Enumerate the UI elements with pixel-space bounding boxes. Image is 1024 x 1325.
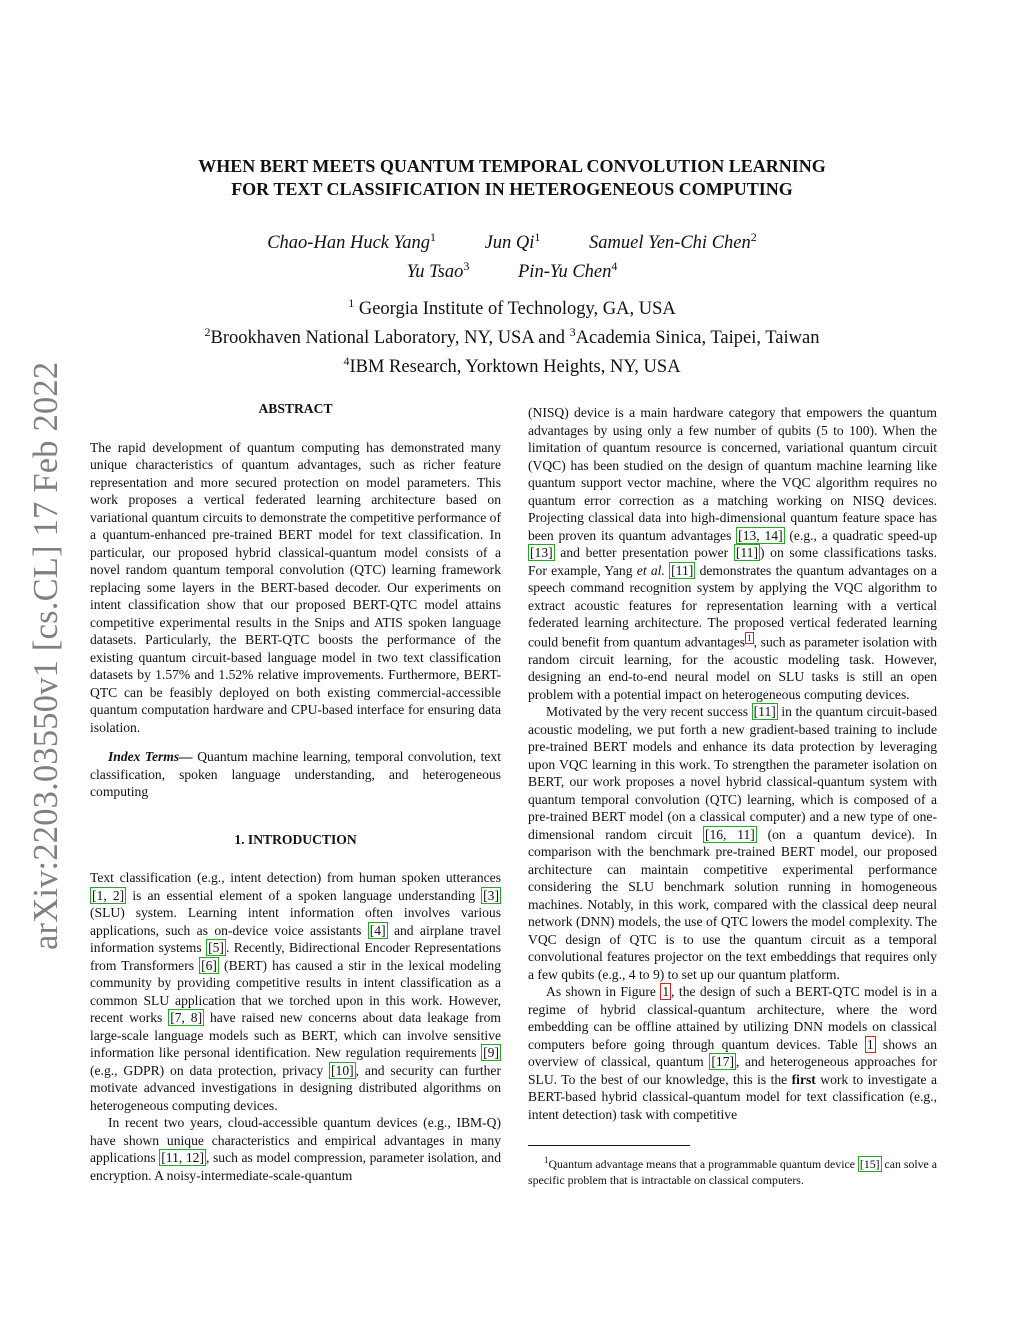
- arxiv-stamp: arXiv:2203.03550v1 [cs.CL] 17 Feb 2022: [27, 361, 65, 950]
- citation-link[interactable]: [7, 8]: [170, 1010, 203, 1025]
- index-terms-label: Index Terms—: [108, 749, 193, 764]
- citation-link[interactable]: [3]: [483, 887, 499, 903]
- citation-link[interactable]: [13, 14]: [738, 527, 783, 543]
- footnote: $^1$Quantum advantage means that a programmable quantum device [15] can solve a specific problem that is intractable on classical computers.: [528, 1155, 938, 1187]
- citation-link[interactable]: [17]: [711, 1054, 735, 1070]
- citation-link[interactable]: [11, 12]: [161, 1150, 204, 1165]
- author: Jun Qi$^1$: [484, 230, 541, 254]
- intro-heading: 1. INTRODUCTION: [234, 831, 357, 847]
- affiliation-line: $^4$IBM Research, Yorktown Heights, NY, USA: [343, 354, 681, 378]
- citation-link[interactable]: [16, 11]: [704, 826, 755, 842]
- author: Pin-Yu Chen$^4$: [518, 259, 618, 283]
- citation-link[interactable]: [4]: [369, 922, 386, 938]
- left-column: [90, 400, 501, 1184]
- intro-paragraph-2: In recent two years, cloud-accessible quantum devices (e.g., IBM-Q) have shown unique characteristics and empirical advantages in many applications [11, 12] , such as model compression, parameter isolation, and encryption. A noisy-intermediate-scale-quantum: [90, 1115, 501, 1183]
- right-column: [528, 404, 937, 1188]
- citation-link[interactable]: [5]: [208, 940, 224, 955]
- paper-title: [0, 155, 1024, 201]
- citation-link[interactable]: [11]: [671, 562, 694, 578]
- title-line-2: FOR TEXT CLASSIFICATION IN HETEROGENEOUS COMPUTING: [231, 179, 793, 199]
- right-paragraph-1: (NISQ) device is a main hardware category that empowers the quantum advantages by using only a few number of qubits (5 to 100). When the limitation of quantum resource is concerned, variational quantum circuit (VQC) has been studied on the design of quantum machine learning like quantum support vector machine, where the VQC algorithm requires no quantum error correction as a matching working on NISQ devices. Projecting classical data into high-dimensional quantum feature space has been proven its quantum advantages [13, 14] (e.g., a quadratic speed-up [13] and better presentation power [11] ) on some classifications tasks. For example, Yang et al. [11] demonstrates the quantum advantages on a speech command recognition system by applying the VQC algorithm to extract acoustic features for representation learning with a vertical federated learning architecture. The proposed vertical federated learning could benefit from quantum advantages $^1$ , such as parameter isolation with random circuit learning, for the acoustic modeling task. However, designing an end-to-end neural model on SLU tasks is still an open problem with a potential impact on heterogeneous computing devices.: [528, 405, 937, 702]
- title-line-1: WHEN BERT MEETS QUANTUM TEMPORAL CONVOLUTION LEARNING: [198, 156, 826, 176]
- citation-link[interactable]: [15]: [859, 1156, 880, 1171]
- citation-link[interactable]: [10]: [331, 1062, 354, 1078]
- intro-paragraph-1: Text classification (e.g., intent detection) from human spoken utterances [1, 2] is an essential element of a spoken language understanding [3] (SLU) system. Learning intent information often involves various applications, such as on-device voice assistants [4] and airplane travel information systems [5] . Recently, Bidirectional Encoder Representations from Transformers [6] (BERT) has caused a stir in the lexical modeling community by providing competitive results in intent classification as a common SLU application that we torched upon in this work. However, recent works [7, 8] have raised new concerns about data leakage from large-scale language models such as BERT, which can involve sensitive information like personal identification. New regulation requirements [9] (e.g., GDPR) on data protection, privacy [10] , and security can further motivate advanced investigations in designing distributed algorithms on heterogeneous computing devices.: [90, 870, 502, 1113]
- abstract-body: The rapid development of quantum computing has demonstrated many unique characteristics of quantum advantages, such as richer feature representation and more secured protection on model parameters. This work proposes a vertical federated learning architecture based on variational quantum circuits to demonstrate the competitive performance of a quantum-enhanced pre-trained BERT model for text classification. In particular, our proposed hybrid classical-quantum model consists of a novel random quantum temporal convolution (QTC) learning framework replacing some layers in the BERT-based decoder. Our experiments on intent classification show that our proposed BERT-QTC model attains competitive experimental results in the Snips and ATIS spoken language datasets. Particularly, the BERT-QTC boosts the performance of the existing quantum circuit-based language model in two text classification datasets by 1.57% and 1.52% relative improvements. Furthermore, BERT-QTC can be feasibly deployed on both existing commercial-accessible quantum computation hardware and CPU-based interface for ensuring data isolation.: [90, 439, 501, 735]
- affiliations: [0, 292, 1024, 379]
- citation-link[interactable]: [1, 2]: [92, 887, 125, 903]
- author-list: [0, 226, 1024, 284]
- citation-link[interactable]: [13]: [530, 545, 553, 560]
- table-link[interactable]: 1: [866, 1036, 874, 1052]
- abstract-heading: ABSTRACT: [258, 401, 333, 416]
- citation-link[interactable]: [11]: [753, 704, 776, 720]
- right-paragraph-3: As shown in Figure 1 , the design of such a BERT-QTC model is in a regime of hybrid classical-quantum architecture, where the word embedding can be offline attained by utilizing DNN models on classical computers before going through quantum devices. Table 1 shows an overview of classical, quantum [17] , and heterogeneous approaches for SLU. To the best of our knowledge, this is the first work to investigate a BERT-based hybrid classical-quantum model for text classification (e.g., intent detection) task with competitive: [528, 984, 938, 1122]
- figure-link[interactable]: 1: [662, 984, 670, 1000]
- author: Yu Tsao$^3$: [406, 259, 470, 283]
- citation-link[interactable]: [6]: [201, 957, 217, 973]
- footnote-divider: [528, 1145, 690, 1146]
- affiliation-line: $^1$ Georgia Institute of Technology, GA, USA: [348, 296, 676, 320]
- citation-link[interactable]: [9]: [483, 1045, 499, 1060]
- affiliation-line: $^2$Brookhaven National Laboratory, NY, USA and $^3$Academia Sinica, Taipei, Taiwan: [204, 325, 820, 349]
- author: Samuel Yen-Chi Chen$^2$: [589, 230, 757, 254]
- index-terms: Index Terms— Quantum machine learning, temporal convolution, text classification, spoken language understanding, and heterogeneous computing: [90, 749, 501, 799]
- footnote-link[interactable]: 1: [747, 632, 752, 643]
- author: Chao-Han Huck Yang$^1$: [267, 230, 436, 254]
- citation-link[interactable]: [11]: [735, 545, 758, 560]
- right-paragraph-2: Motivated by the very recent success [11] in the quantum circuit-based acoustic modeling, we put forth a new gradient-based training to include pre-trained BERT models and enhance its data protection by leveraging upon VQC learning in this work. To strengthen the parameter isolation on BERT, our work proposes a novel hybrid classical-quantum system with quantum temporal convolution (QTC) learning, which is composed of a pre-trained BERT model (on a classical computer) and a new type of one-dimensional random circuit [16, 11] (on a quantum device). In comparison with the benchmark pre-trained BERT model, our proposed architecture can maintain competitive experimental performance considering the SLU benchmark solution running in homogeneous machines. Notably, in this work, compared with the classical deep neural network (DNN) models, the use of QTC lowers the model complexity. The VQC design of QTC is to use the quantum circuit as a temporal convolutional features projector on the text embeddings that requires only a few qubits (e.g., 4 to 9) to set up our quantum platform.: [528, 704, 938, 982]
